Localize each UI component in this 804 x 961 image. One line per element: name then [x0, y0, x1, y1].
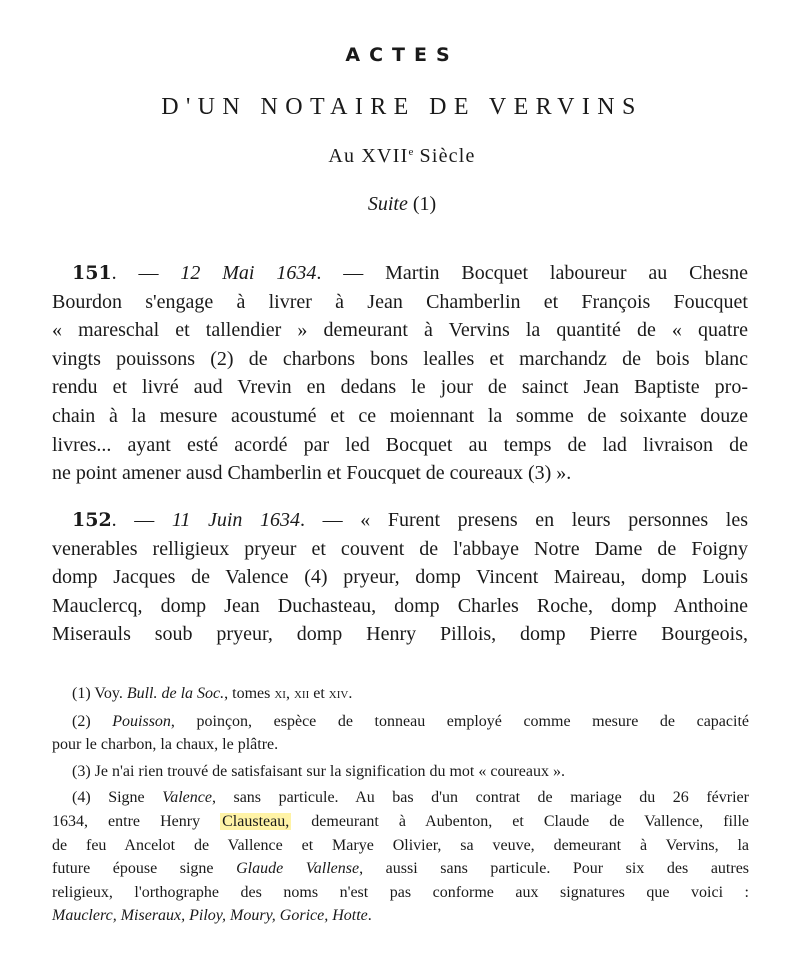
footnote-text: Voy.	[90, 685, 127, 702]
entry-line	[52, 259, 748, 288]
footnote-ref: (2)	[72, 712, 91, 730]
entry-line: livres... ayant esté acordé par led Bocquet au temps de lad livraison de	[52, 433, 748, 456]
separator: . —	[300, 509, 361, 531]
suite-note-ref: (1)	[407, 193, 437, 215]
footnote-text: demeurant à Aubenton, et Claude de Vallence, fille	[291, 812, 749, 830]
footnote-text: , poinçon, espèce de tonneau employé comme mesure de capacité	[170, 712, 750, 730]
footnote-line: religieux, l'orthographe des noms n'est pas conforme aux signatures que voici :	[52, 883, 749, 901]
footnote-text: Signe	[90, 789, 163, 807]
entry-number: 152	[72, 509, 112, 531]
highlighted-name[interactable]: Clausteau,	[222, 812, 290, 830]
entry-line	[52, 506, 748, 535]
footnote-line: pour le charbon, la chaux, le plâtre.	[52, 736, 279, 754]
entry-line: rendu et livré aud Vrevin en dedans le jour de sainct Jean Baptiste pro-	[52, 376, 748, 399]
suite-heading	[0, 193, 804, 216]
document-title: ACTES	[345, 44, 459, 66]
entry-text: Martin Bocquet laboureur au Chesne	[385, 262, 749, 284]
footnote-text: .	[367, 907, 372, 925]
footnote-italic: Bull. de la Soc.	[126, 685, 225, 702]
footnote-line	[52, 810, 749, 834]
volume-number: xii	[293, 686, 310, 702]
footnote-2	[52, 710, 749, 757]
footnote-italic: Pouisson	[112, 712, 171, 730]
footnotes	[52, 682, 749, 931]
footnote-text: .	[348, 685, 353, 702]
entry-line: Miserauls soub pryeur, domp Henry Pillois, domp Pierre Bourgeois,	[52, 623, 748, 646]
footnote-text: , tomes	[224, 685, 275, 702]
entry-line: chain à la mesure acoustumé et ce moiennant la somme de soixante douze	[52, 404, 748, 427]
entry-number: 151	[72, 262, 112, 284]
footnote-1	[52, 682, 749, 707]
entry-date: 12 Mai 1634	[180, 262, 317, 284]
entry-line: domp Jacques de Valence (4) pryeur, domp Vincent Maireau, domp Louis	[52, 566, 748, 589]
footnote-italic: Glaude Vallense	[236, 860, 360, 878]
footnote-line	[52, 857, 749, 881]
century-heading	[0, 145, 804, 168]
document-subtitle: D'UN NOTAIRE DE VERVINS	[161, 94, 643, 120]
separator: . —	[111, 262, 181, 284]
footnote-text: et	[309, 685, 329, 702]
century-suffix: Siècle	[413, 145, 476, 167]
volume-number: xi	[274, 686, 286, 702]
footnote-text: future épouse signe	[52, 860, 237, 878]
separator: . —	[316, 262, 386, 284]
footnote-ref: (1)	[72, 685, 91, 702]
footnote-ref: (4)	[72, 789, 91, 807]
suite-label: Suite	[367, 193, 408, 215]
footnote-text: ,	[285, 685, 294, 702]
footnote-text: Je n'ai rien trouvé de satisfaisant sur la signification du mot « coureaux ».	[90, 762, 565, 780]
entry-151	[52, 259, 748, 488]
century-prefix: Au XVII	[328, 145, 409, 167]
separator: . —	[111, 509, 172, 531]
signature-list: Mauclerc, Miseraux, Piloy, Moury, Gorice, Hotte	[52, 907, 368, 925]
volume-number: xiv	[328, 686, 349, 702]
footnote-4	[52, 786, 749, 928]
entry-152	[52, 506, 748, 649]
footnote-text: 1634, entre Henry	[52, 812, 221, 830]
footnote-line	[52, 710, 749, 734]
footnote-line	[52, 904, 749, 928]
footnote-line: de feu Ancelot de Vallence et Marye Olivier, sa veuve, demeurant à Vervins, la	[52, 836, 749, 854]
entry-line: Bourdon s'engage à livrer à Jean Chamberlin et François Foucquet	[52, 290, 748, 313]
entry-line: venerables relligieux pryeur et couvent de l'abbaye Notre Dame de Foigny	[52, 537, 748, 560]
footnote-3	[52, 760, 749, 784]
entry-line: ne point amener ausd Chamberlin et Foucquet de coureaux (3) ».	[52, 462, 572, 485]
footnote-ref: (3)	[72, 762, 91, 780]
entry-text: « Furent presens en leurs personnes les	[360, 509, 748, 531]
century-superscript: e	[408, 146, 414, 158]
entry-line: Mauclercq, domp Jean Duchasteau, domp Charles Roche, domp Anthoine	[52, 594, 748, 617]
footnote-line	[52, 786, 749, 810]
footnote-text: , aussi sans particule. Pour six des autres	[359, 860, 750, 878]
entry-date: 11 Juin 1634	[171, 509, 301, 531]
entry-line: vingts pouissons (2) de charbons bons lealles et marchandz de bois blanc	[52, 347, 748, 370]
entry-line: « mareschal et tallendier » demeurant à Vervins la quantité de « quatre	[52, 319, 748, 342]
footnote-text: , sans particule. Au bas d'un contrat de mariage du 26 février	[211, 789, 749, 807]
footnote-italic: Valence	[162, 789, 212, 807]
